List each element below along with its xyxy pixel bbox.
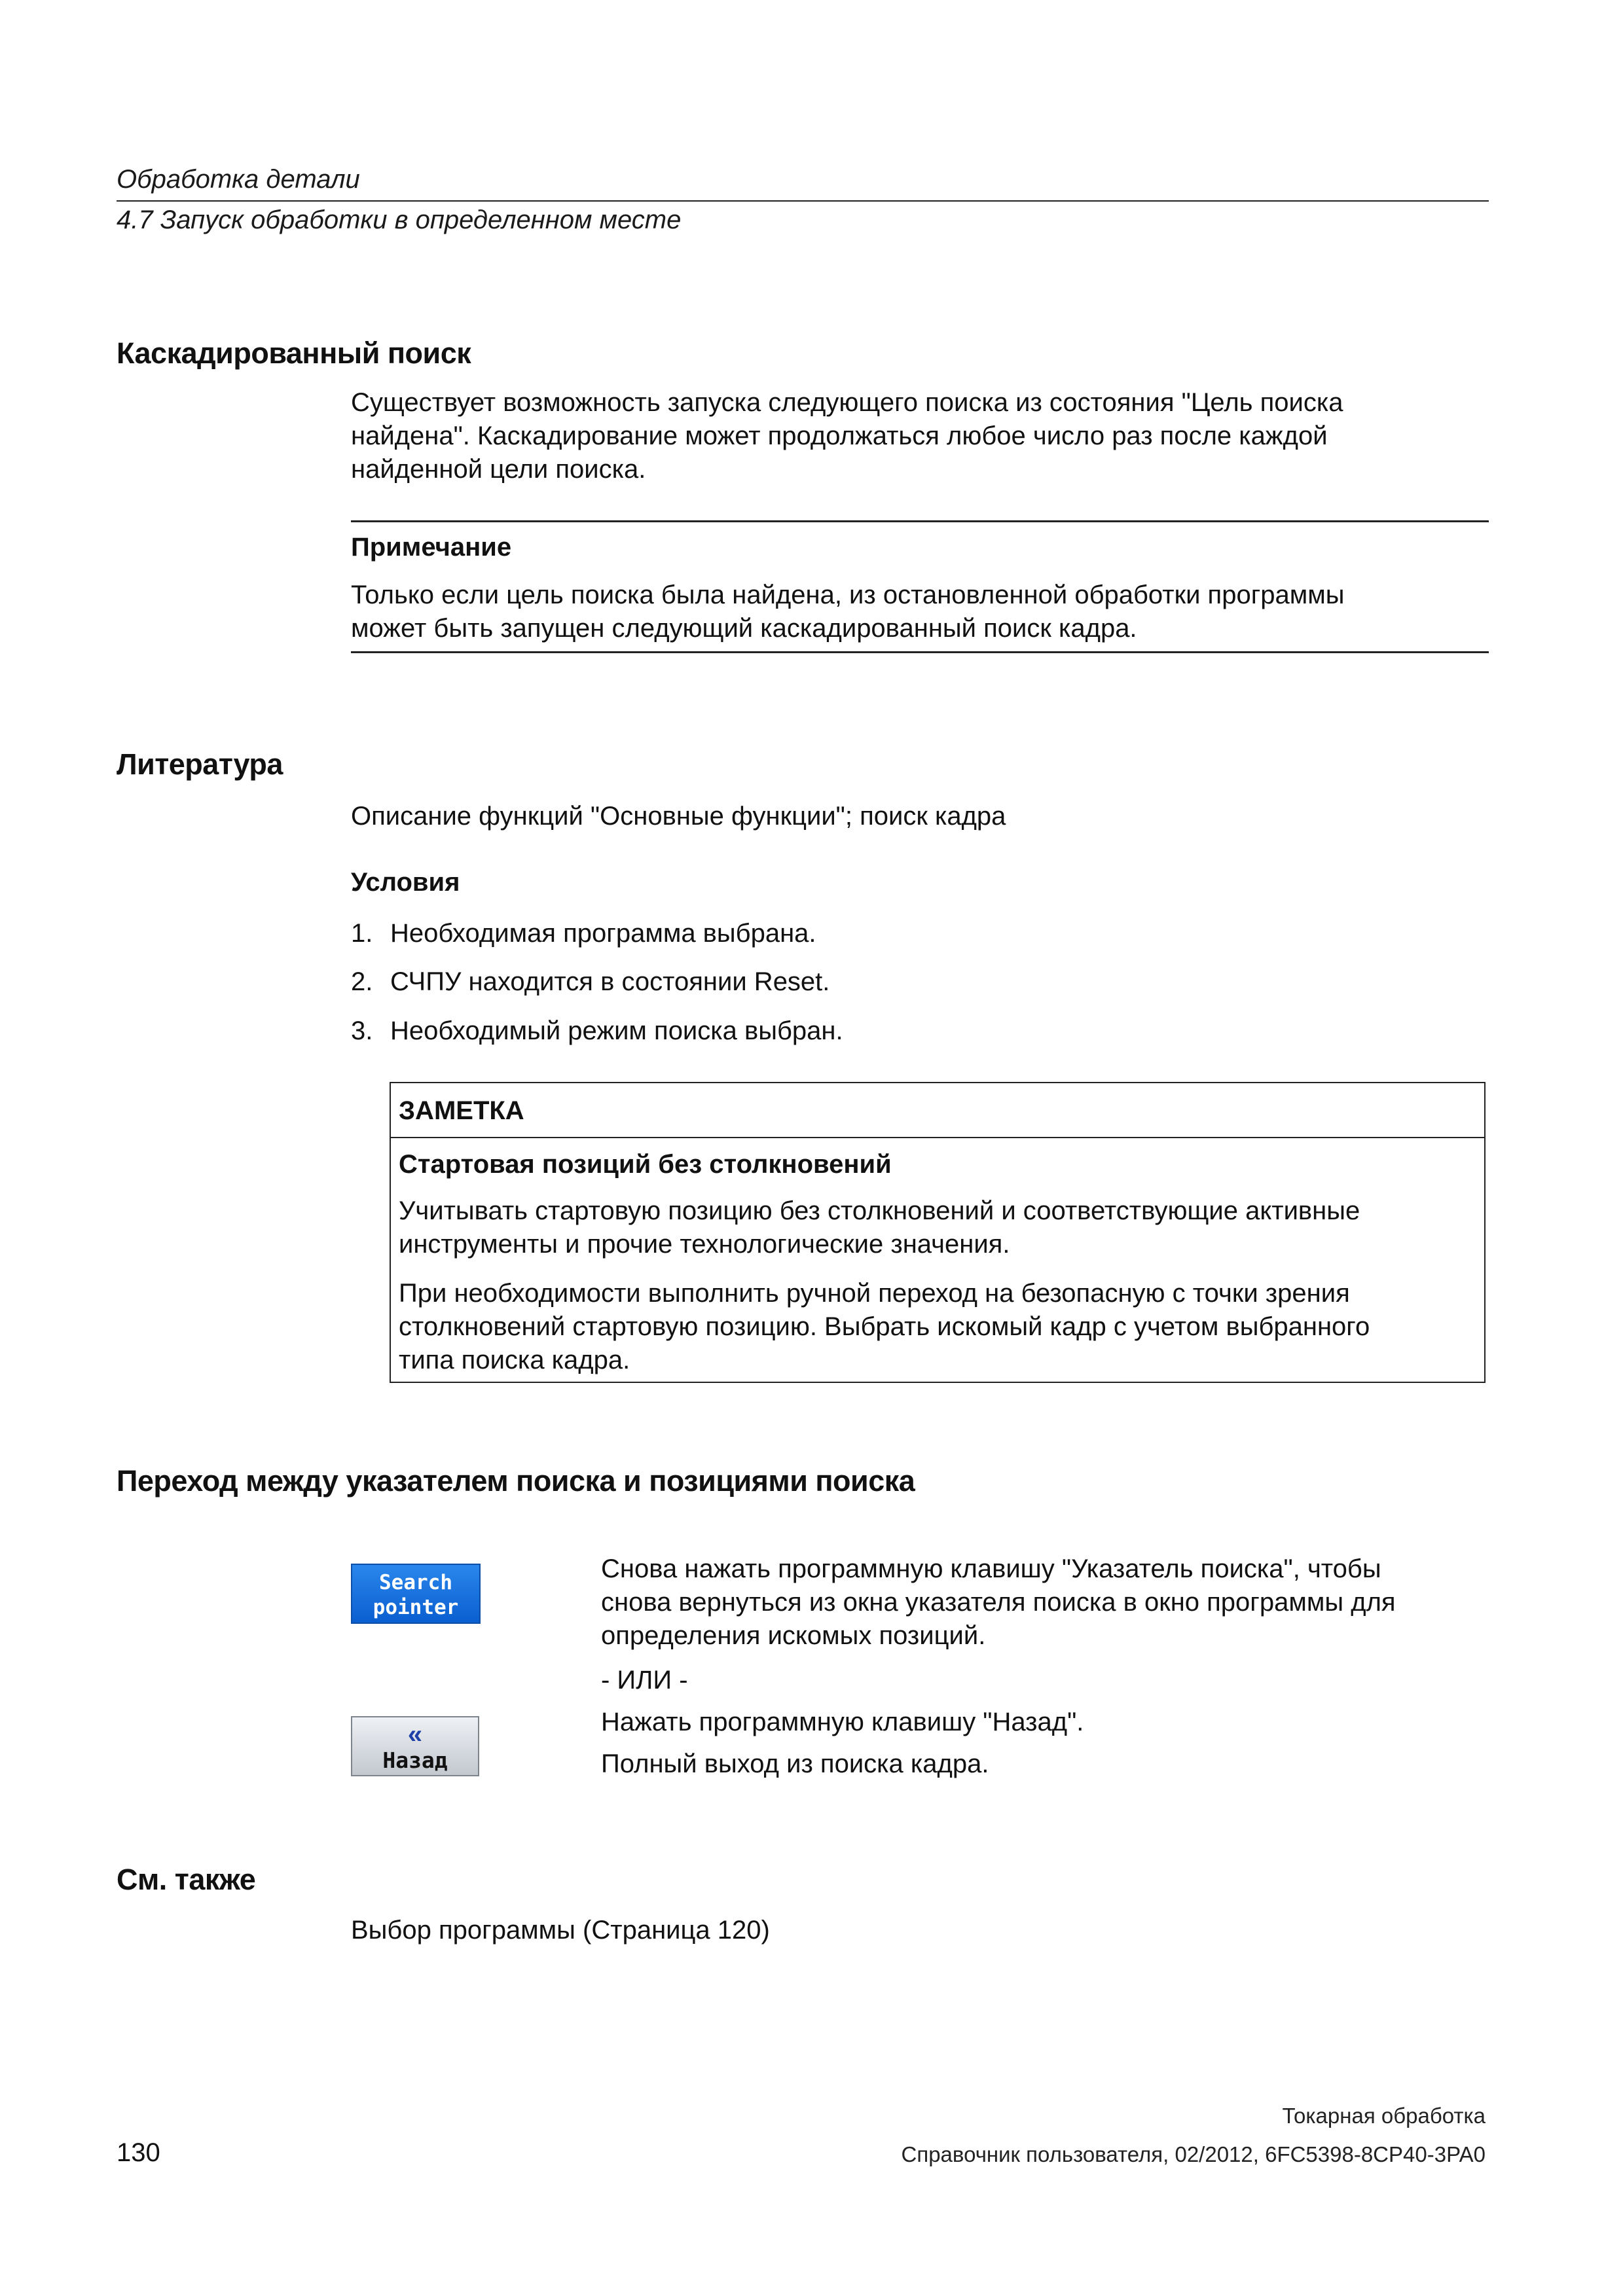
notice-title: Стартовая позиций без столкновений bbox=[399, 1150, 892, 1179]
notice-label: ЗАМЕТКА bbox=[399, 1096, 524, 1125]
note-body bbox=[351, 579, 1490, 645]
exit-instruction: Полный выход из поиска кадра. bbox=[601, 1749, 989, 1778]
notice-p2-line-2: столкновений стартовую позицию. Выбрать искомый кадр с учетом выбранного bbox=[399, 1312, 1370, 1341]
note-line-2: может быть запущен следующий каскадированный поиск кадра. bbox=[351, 614, 1137, 643]
conditions-heading: Условия bbox=[351, 868, 460, 897]
notice-p2-line-1: При необходимости выполнить ручной переход на безопасную с точки зрения bbox=[399, 1279, 1350, 1308]
step-text: СЧПУ находится в состоянии Reset. bbox=[390, 967, 830, 996]
switching-line-1: Снова нажать программную клавишу "Указатель поиска", чтобы bbox=[601, 1554, 1381, 1583]
cascaded-line-1: Существует возможность запуска следующего поиска из состояния "Цель поиска bbox=[351, 388, 1343, 417]
search-pointer-softkey[interactable] bbox=[351, 1564, 481, 1624]
step-number: 1. bbox=[351, 919, 373, 948]
page-number: 130 bbox=[117, 2138, 160, 2167]
note-line-1: Только если цель поиска была найдена, из остановленной обработки программы bbox=[351, 581, 1345, 609]
condition-step bbox=[351, 1016, 843, 1046]
heading-switching: Переход между указателем поиска и позициями поиска bbox=[117, 1464, 915, 1498]
cascaded-line-3: найденной цели поиска. bbox=[351, 455, 646, 484]
chapter-header: Обработка детали bbox=[117, 165, 360, 194]
header-rule bbox=[117, 200, 1489, 202]
search-pointer-line-2: pointer bbox=[373, 1596, 459, 1619]
heading-literature: Литература bbox=[117, 747, 283, 781]
heading-cascaded-search: Каскадированный поиск bbox=[117, 336, 471, 370]
footer-product: Токарная обработка bbox=[1282, 2104, 1486, 2128]
cascaded-paragraph bbox=[351, 386, 1490, 486]
step-text: Необходимая программа выбрана. bbox=[390, 919, 816, 948]
search-pointer-line-1: Search bbox=[379, 1571, 452, 1594]
notice-p1-line-2: инструменты и прочие технологические значения. bbox=[399, 1230, 1010, 1259]
chevron-left-double-icon: « bbox=[407, 1720, 423, 1749]
or-separator: - ИЛИ - bbox=[601, 1666, 688, 1695]
step-number: 2. bbox=[351, 967, 373, 996]
notice-paragraph-2 bbox=[399, 1277, 1479, 1377]
switching-description bbox=[601, 1552, 1491, 1653]
back-softkey-label: Назад bbox=[382, 1748, 448, 1773]
back-softkey[interactable] bbox=[351, 1716, 479, 1776]
notice-divider bbox=[391, 1137, 1484, 1138]
switching-line-2: снова вернуться из окна указателя поиска в окно программы для bbox=[601, 1588, 1396, 1617]
footer-manual: Справочник пользователя, 02/2012, 6FC5398-8CP40-3PA0 bbox=[901, 2142, 1486, 2166]
notice-box bbox=[390, 1082, 1486, 1383]
heading-see-also: См. также bbox=[117, 1863, 256, 1896]
step-text: Необходимый режим поиска выбран. bbox=[390, 1016, 843, 1045]
note-bottom-rule bbox=[351, 651, 1489, 653]
notice-paragraph-1 bbox=[399, 1194, 1479, 1261]
note-top-rule bbox=[351, 520, 1489, 522]
note-title: Примечание bbox=[351, 533, 512, 562]
switching-line-3: определения искомых позиций. bbox=[601, 1621, 986, 1650]
section-header: 4.7 Запуск обработки в определенном месте bbox=[117, 206, 682, 234]
notice-p1-line-1: Учитывать стартовую позицию без столкновений и соответствующие активные bbox=[399, 1196, 1360, 1225]
condition-step bbox=[351, 919, 816, 948]
condition-step bbox=[351, 967, 830, 997]
cascaded-line-2: найдена". Каскадирование может продолжаться любое число раз после каждой bbox=[351, 422, 1328, 450]
see-also-link[interactable]: Выбор программы (Страница 120) bbox=[351, 1916, 770, 1945]
back-instruction: Нажать программную клавишу "Назад". bbox=[601, 1708, 1084, 1736]
literature-text: Описание функций "Основные функции"; поиск кадра bbox=[351, 802, 1006, 831]
notice-p2-line-3: типа поиска кадра. bbox=[399, 1346, 630, 1374]
step-number: 3. bbox=[351, 1016, 373, 1045]
